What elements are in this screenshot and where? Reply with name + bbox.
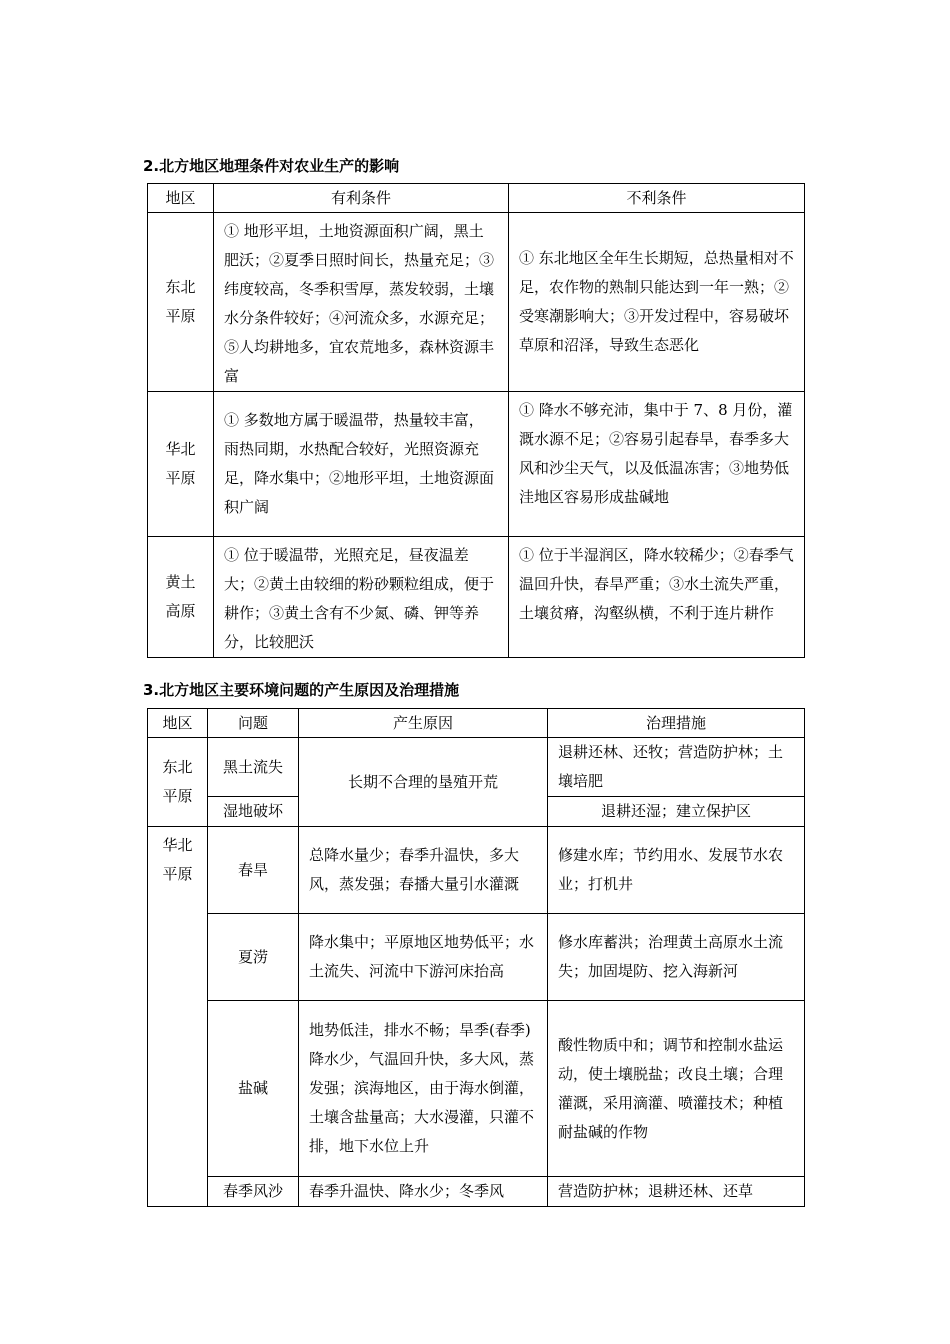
header-region: 地区	[148, 184, 214, 213]
table-row	[148, 537, 805, 658]
region-cell	[148, 537, 214, 658]
region-line: 平原	[162, 787, 193, 805]
favorable-cell: ① 多数地方属于暖温带，热量较丰富，雨热同期，水热配合较好，光照资源充足，降水集中；②地形平坦，土地资源面积广阔	[214, 392, 509, 537]
table-row	[148, 213, 805, 392]
favorable-cell: ① 位于暖温带，光照充足，昼夜温差大；②黄土由较细的粉砂颗粒组成，便于耕作；③黄土含有不少氮、磷、钾等养分，比较肥沃	[214, 537, 509, 658]
table-row	[148, 1177, 805, 1207]
region-cell	[148, 392, 214, 537]
region-line: 平原	[162, 865, 193, 883]
problem-cell: 黑土流失	[208, 738, 299, 797]
cause-cell: 春季升温快、降水少；冬季风	[299, 1177, 548, 1207]
header-measure: 治理措施	[548, 709, 805, 738]
region-line: 平原	[165, 307, 196, 325]
problem-cell: 春旱	[208, 827, 299, 914]
section2-title: 2.北方地区地理条件对农业生产的影响	[143, 157, 400, 175]
measure-cell: 修建水库；节约用水、发展节水农业；打机井	[548, 827, 805, 914]
problem-cell: 春季风沙	[208, 1177, 299, 1207]
unfavorable-cell: ① 降水不够充沛，集中于 7、8 月份，灌溉水源不足；②容易引起春旱，春季多大风和沙尘天气，以及低温冻害；③地势低洼地区容易形成盐碱地	[509, 392, 805, 537]
measure-cell: 退耕还林、还牧；营造防护林；土壤培肥	[548, 738, 805, 797]
table-header-row	[148, 184, 805, 213]
table-row	[148, 1001, 805, 1177]
region-cell	[148, 827, 208, 1207]
problem-cell: 夏涝	[208, 914, 299, 1001]
region-line: 东北	[162, 758, 193, 776]
agriculture-conditions-table	[147, 183, 805, 658]
table-row	[148, 392, 805, 537]
section3-title: 3.北方地区主要环境问题的产生原因及治理措施	[143, 681, 460, 699]
region-line: 高原	[165, 602, 196, 620]
environment-problems-table	[147, 708, 805, 1207]
unfavorable-cell: ① 位于半湿润区，降水较稀少；②春季气温回升快，春旱严重；③水土流失严重，土壤贫瘠，沟壑纵横，不利于连片耕作	[509, 537, 805, 658]
cause-cell: 长期不合理的垦殖开荒	[299, 738, 548, 827]
measure-cell: 修水库蓄洪；治理黄土高原水土流失；加固堤防、挖入海新河	[548, 914, 805, 1001]
cause-cell: 地势低洼，排水不畅；旱季(春季)降水少，气温回升快，多大风，蒸发强；滨海地区，由于海水倒灌，土壤含盐量高；大水漫灌，只灌不排，地下水位上升	[299, 1001, 548, 1177]
measure-cell: 酸性物质中和；调节和控制水盐运动，使土壤脱盐；改良土壤；合理灌溉，采用滴灌、喷灌技术；种植耐盐碱的作物	[548, 1001, 805, 1177]
region-line: 黄土	[165, 573, 196, 591]
header-region: 地区	[148, 709, 208, 738]
favorable-cell: ① 地形平坦，土地资源面积广阔，黑土肥沃；②夏季日照时间长，热量充足；③纬度较高，冬季积雪厚，蒸发较弱，土壤水分条件较好；④河流众多，水源充足；⑤人均耕地多，宜农荒地多，森林资源丰富	[214, 213, 509, 392]
table-row	[148, 738, 805, 797]
header-problem: 问题	[208, 709, 299, 738]
header-cause: 产生原因	[299, 709, 548, 738]
table-header-row	[148, 709, 805, 738]
region-line: 东北	[165, 278, 196, 296]
table-row	[148, 914, 805, 1001]
region-line: 华北	[162, 836, 193, 854]
header-favorable: 有利条件	[214, 184, 509, 213]
header-unfavorable: 不利条件	[509, 184, 805, 213]
problem-cell: 湿地破坏	[208, 797, 299, 827]
table-row	[148, 827, 805, 914]
measure-cell: 营造防护林；退耕还林、还草	[548, 1177, 805, 1207]
unfavorable-cell: ① 东北地区全年生长期短，总热量相对不足，农作物的熟制只能达到一年一熟；②受寒潮影响大；③开发过程中，容易破坏草原和沼泽，导致生态恶化	[509, 213, 805, 392]
measure-cell: 退耕还湿；建立保护区	[548, 797, 805, 827]
region-line: 华北	[165, 440, 196, 458]
problem-cell: 盐碱	[208, 1001, 299, 1177]
region-cell	[148, 738, 208, 827]
cause-cell: 总降水量少；春季升温快，多大风，蒸发强；春播大量引水灌溉	[299, 827, 548, 914]
region-line: 平原	[165, 469, 196, 487]
cause-cell: 降水集中；平原地区地势低平；水土流失、河流中下游河床抬高	[299, 914, 548, 1001]
region-cell	[148, 213, 214, 392]
